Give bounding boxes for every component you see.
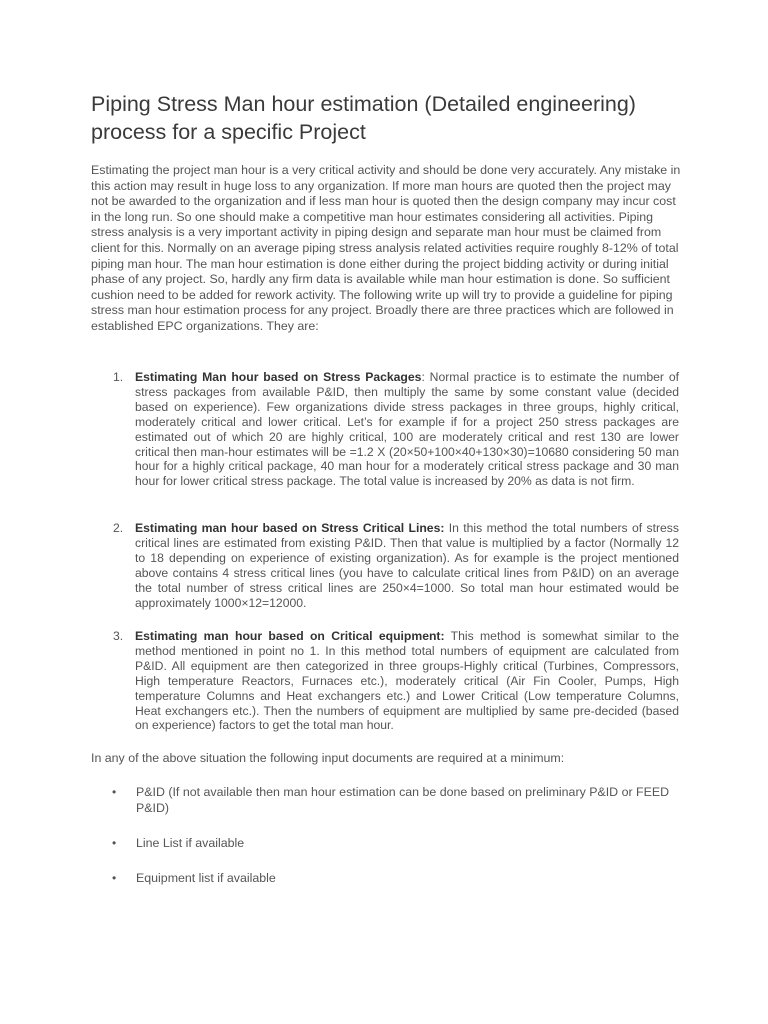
list-item-text: Equipment list if available xyxy=(136,871,276,885)
list-number: 3. xyxy=(113,629,124,643)
intro-paragraph: Estimating the project man hour is a very critical activity and should be done very accurately. Any mistake in this action may result in huge loss to any organization. If more man hours are quoted then the project may not be awarded to the organization and if less man hour is quoted then the design company may incur cost in the long run. So one should make a competitive man hour estimates considering all activities. Piping stress analysis is a very important activity in piping design and separate man hour must be claimed from client for this. Normally on an average piping stress analysis related activities require roughly 8-12% of total piping man hour. The man hour estimation is done either during the project bidding activity or during initial phase of any project. So, hardly any firm data is available while man hour estimation is done. So sufficient cushion need to be added for rework activity. The following write up will try to provide a guideline for piping stress man hour estimation process for any project. Broadly there are three practices which are followed in established EPC organizations. They are: xyxy=(91,163,681,333)
list-number: 2. xyxy=(113,521,124,535)
method-heading: Estimating Man hour based on Stress Packages xyxy=(135,370,422,384)
method-item-stress-packages xyxy=(91,370,679,489)
method-body: : Normal practice is to estimate the number of stress packages from available P&ID, then multiply the same by some constant value (decided based on experience). Few organizations divide stress packages in three groups, highly critical, moderately critical and lower critical. Let’s for example if for a project 250 stress packages are estimated out of which 20 are highly critical, 100 are moderately critical and rest 130 are lower critical then man-hour estimates will be =1.2 X (20×50+100×40+130×30)=10680 considering 50 man hour for a highly critical package, 40 man hour for a moderately critical stress package and 30 man hour for lower critical stress package. The total value is increased by 20% as data is not firm. xyxy=(135,370,679,489)
method-body: In this method the total numbers of stress critical lines are estimated from existing P&ID. Then that value is multiplied by a factor (Normally 12 to 18 depending on experience of existing organization). As for example is the project mentioned above contains 4 stress critical lines (you have to calculate critical lines from P&ID) on an average the total number of stress critical lines are 250×4=1000. So total man hour estimated would be approximately 1000×12=12000. xyxy=(135,521,679,610)
list-item xyxy=(91,836,681,852)
method-item-critical-lines xyxy=(91,521,679,610)
list-item xyxy=(91,785,681,816)
page-title: Piping Stress Man hour estimation (Detailed engineering) process for a specific Project xyxy=(91,92,636,144)
method-body: This method is somewhat similar to the method mentioned in point no 1. In this method total numbers of equipment are calculated from P&ID. All equipment are then categorized in three groups-Highly critical (Turbines, Compressors, High temperature Reactors, Furnaces etc.), moderately critical (Air Fin Cooler, Pumps, High temperature Columns and Heat exchangers etc.) and Lower Critical (Low temperature Columns, Heat exchangers etc.). Then the numbers of equipment are multiplied by same pre-decided (based on experience) factors to get the total man hour. xyxy=(135,629,679,733)
bullet-icon: • xyxy=(112,836,117,850)
method-heading: Estimating man hour based on Stress Critical Lines: xyxy=(135,521,445,535)
method-item-critical-equipment xyxy=(91,629,679,733)
method-heading: Estimating man hour based on Critical equipment: xyxy=(135,629,445,643)
list-item-text: P&ID (If not available then man hour estimation can be done based on preliminary P&ID or FEED P&ID) xyxy=(136,785,670,815)
bullet-icon: • xyxy=(112,785,117,799)
requirements-intro: In any of the above situation the following input documents are required at a minimum: xyxy=(91,751,565,765)
list-item-text: Line List if available xyxy=(136,836,245,850)
bullet-icon: • xyxy=(112,871,117,885)
list-number: 1. xyxy=(113,370,124,384)
list-item xyxy=(91,871,681,887)
